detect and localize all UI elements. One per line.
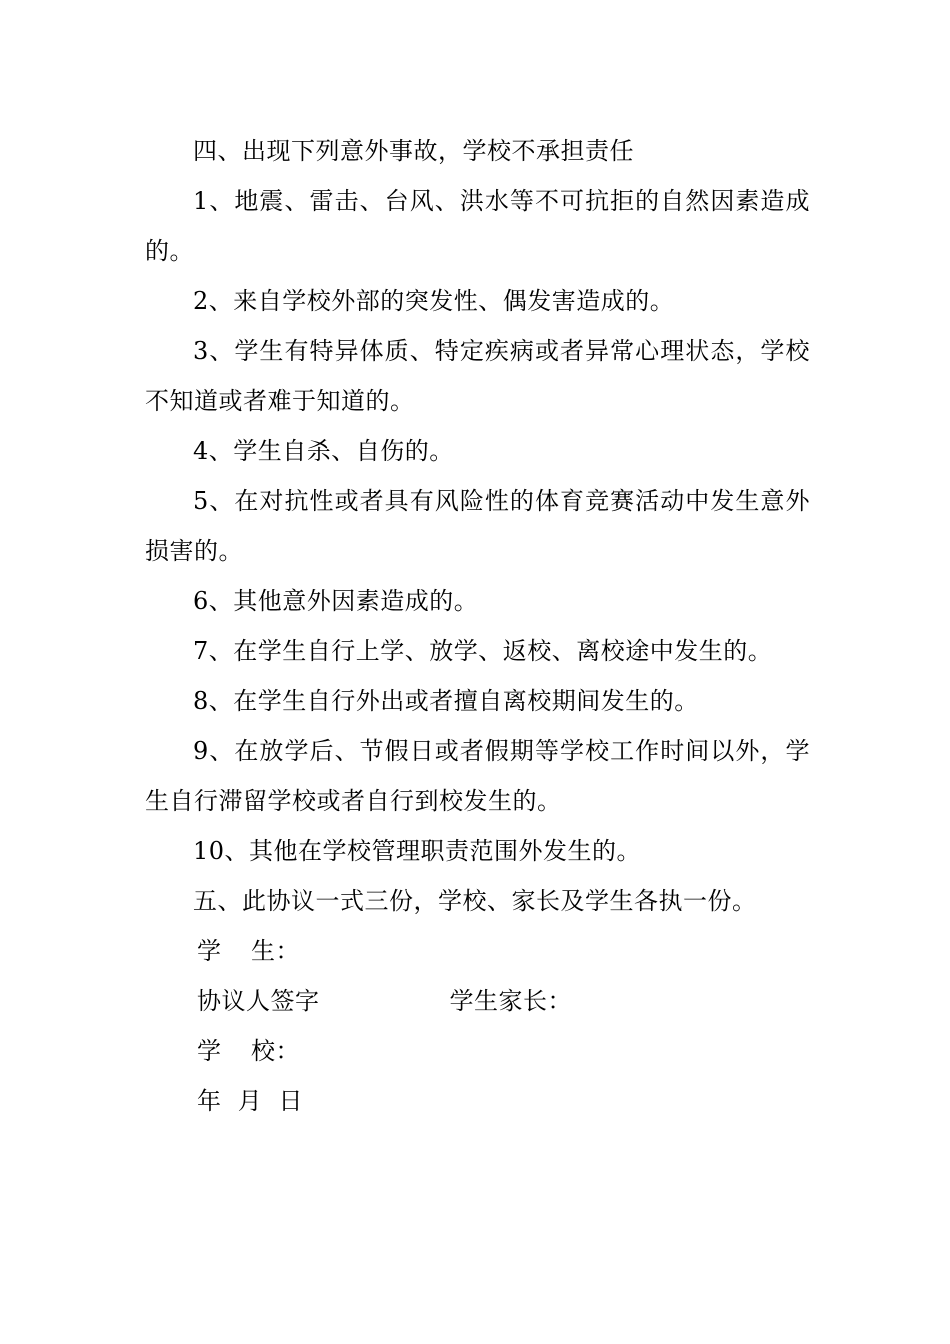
list-item: 3、学生有特异体质、特定疾病或者异常心理状态，学校不知道或者难于知道的。 [145,337,810,415]
signer-label: 协议人签字 [197,987,320,1015]
list-item: 1、地震、雷击、台风、洪水等不可抗拒的自然因素造成的。 [145,187,810,265]
list-item: 2、来自学校外部的突发性、偶发害造成的。 [193,287,675,315]
school-label-b: 校： [251,1037,300,1065]
student-label-b: 生： [251,937,300,965]
parent-label: 学生家长： [449,987,572,1015]
date-line: 年 月 日 [197,1087,304,1115]
list-item: 8、在学生自行外出或者擅自离校期间发生的。 [193,687,699,715]
school-signature-line [145,1026,810,1076]
section-4-heading: 四、出现下列意外事故，学校不承担责任 [193,137,634,165]
list-item: 4、学生自杀、自伤的。 [193,437,454,465]
list-item: 9、在放学后、节假日或者假期等学校工作时间以外，学生自行滞留学校或者自行到校发生的。 [145,737,810,815]
document-body [145,126,810,1126]
signer-line [145,976,810,1026]
list-item: 10、其他在学校管理职责范围外发生的。 [193,837,642,865]
section-5-text: 五、此协议一式三份，学校、家长及学生各执一份。 [193,887,757,915]
list-item: 6、其他意外因素造成的。 [193,587,479,615]
school-label-a: 学 [197,1037,251,1065]
student-signature-line [145,926,810,976]
list-item: 5、在对抗性或者具有风险性的体育竞赛活动中发生意外损害的。 [145,487,810,565]
student-label-a: 学 [197,937,251,965]
list-item: 7、在学生自行上学、放学、返校、离校途中发生的。 [193,637,773,665]
